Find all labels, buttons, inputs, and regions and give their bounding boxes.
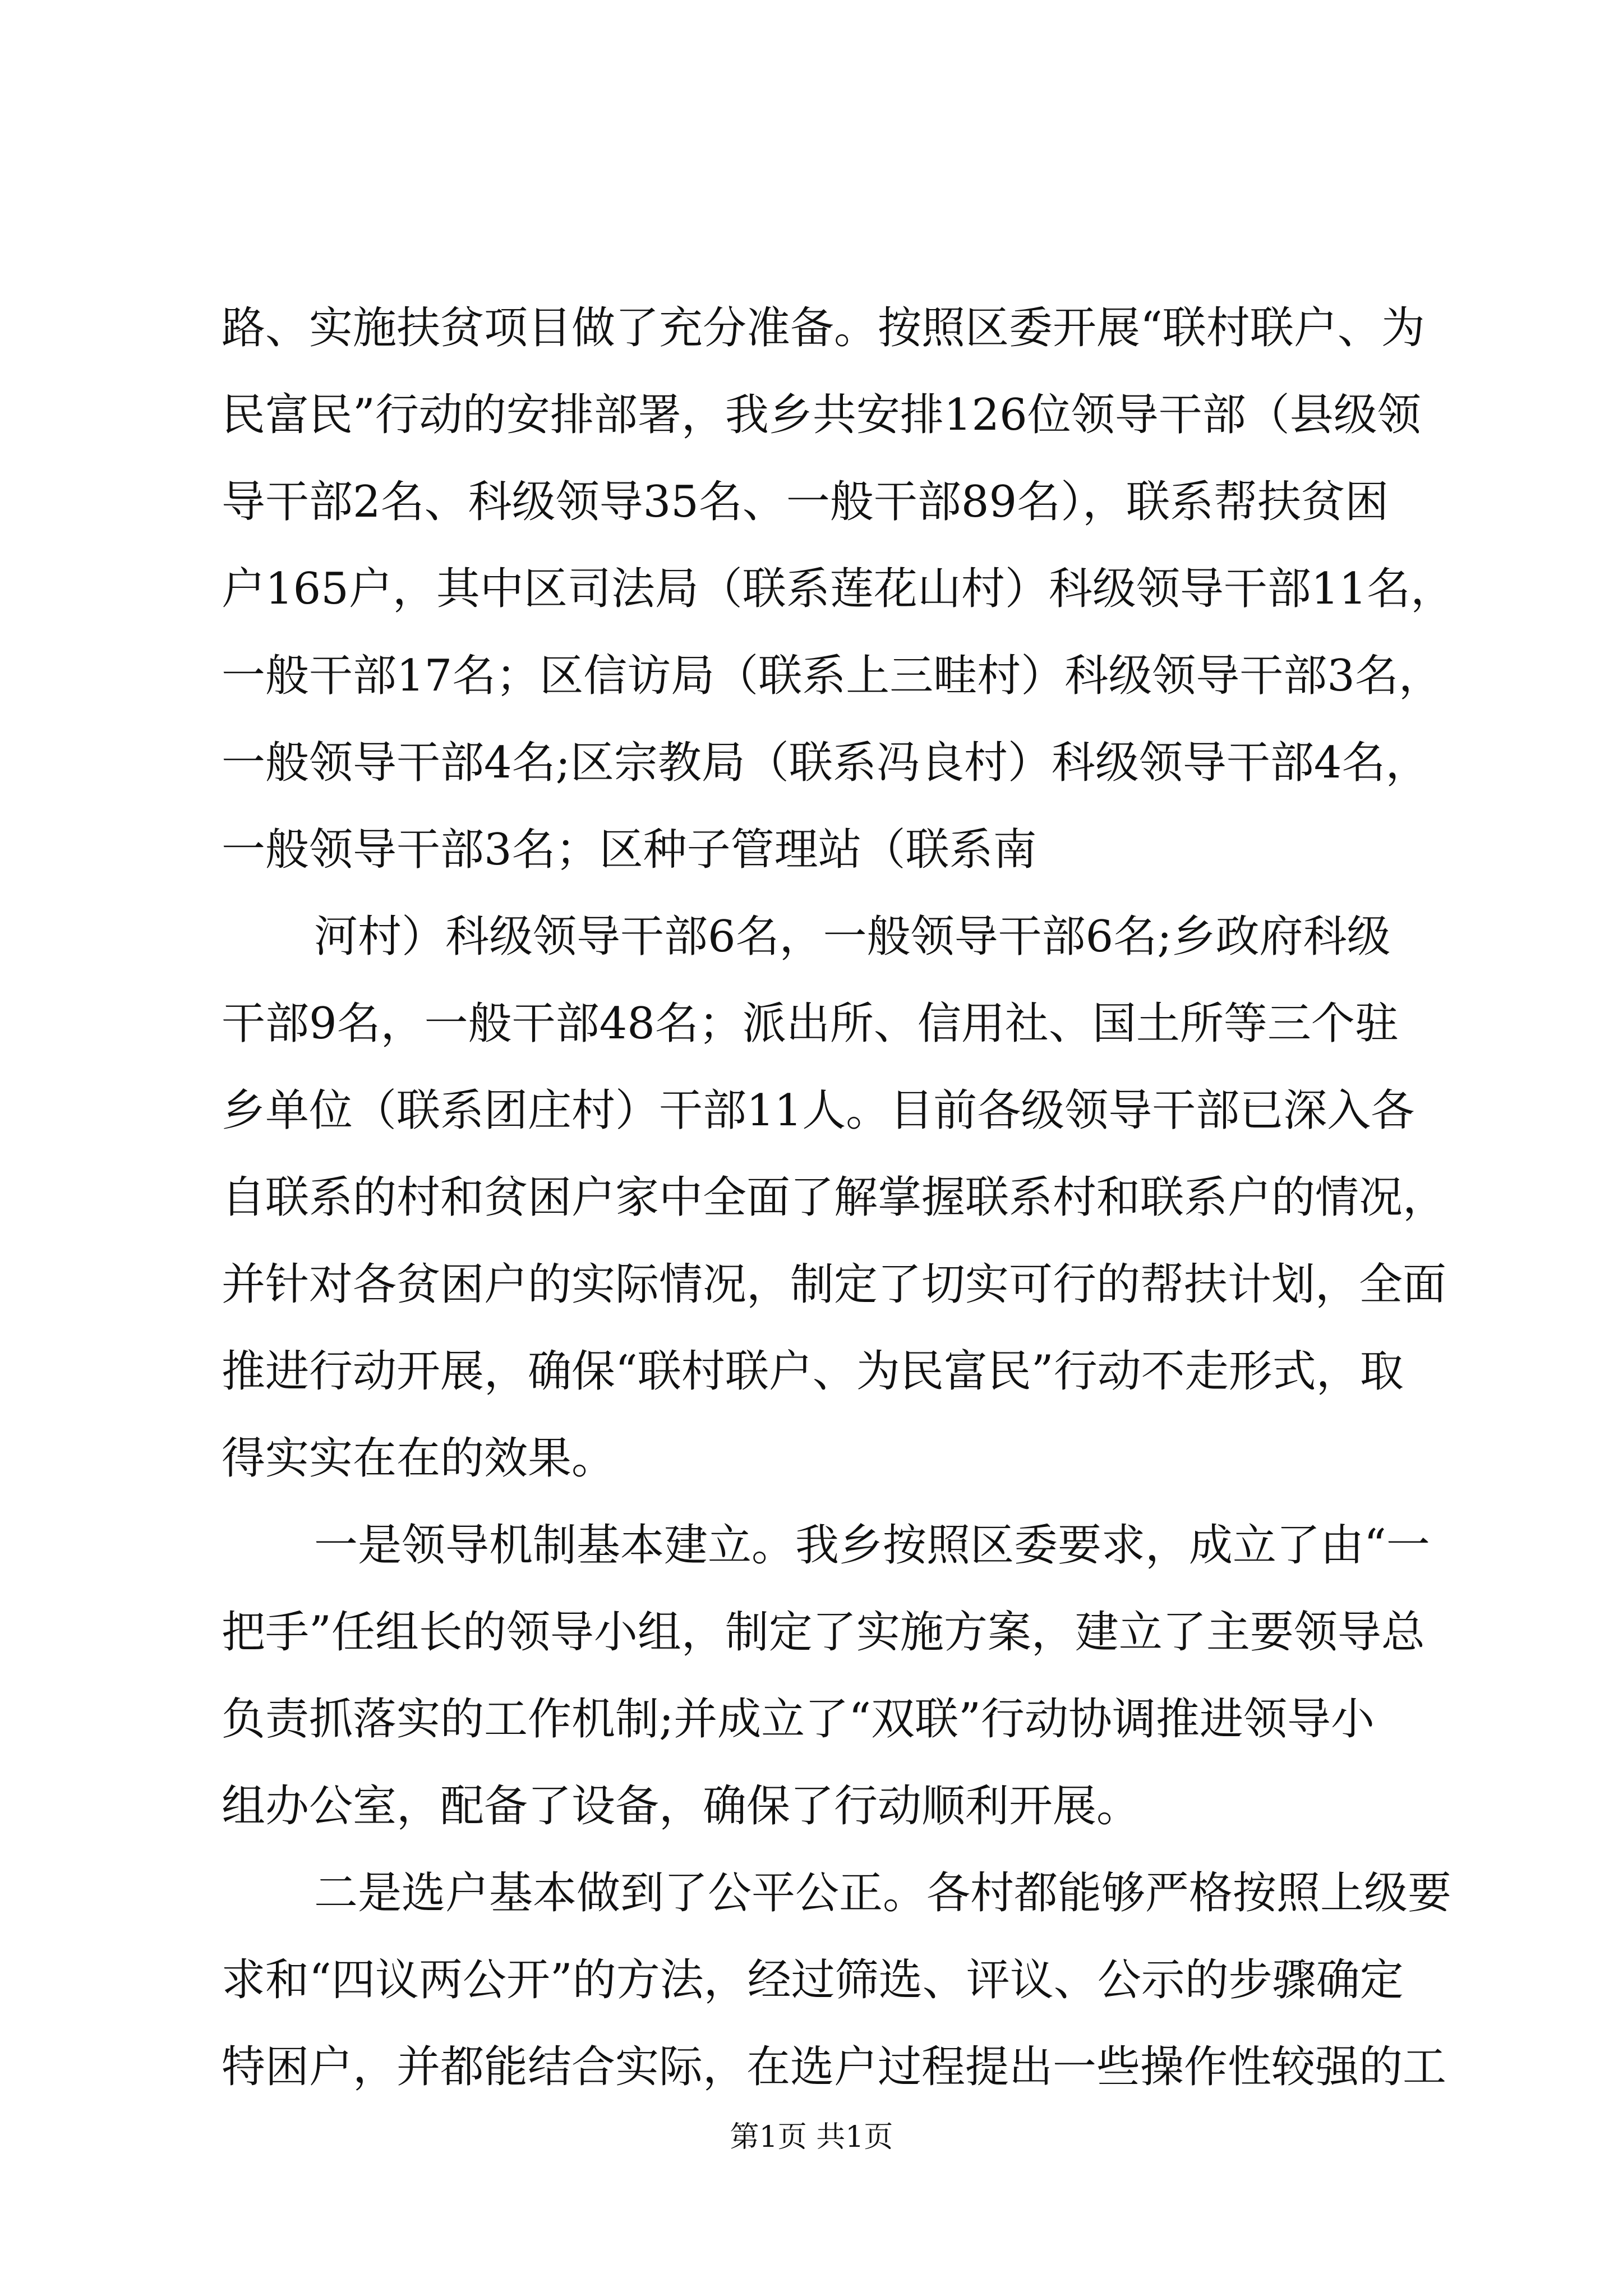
text-line: 负责抓落实的工作机制;并成立了“双联”行动协调推进领导小 bbox=[222, 1694, 1375, 1745]
text-line: 并针对各贫困户的实际情况，制定了切实可行的帮扶计划，全面 bbox=[222, 1259, 1447, 1310]
text-line: 导干部2名、科级领导35名、一般干部89名），联系帮扶贫困 bbox=[222, 477, 1389, 527]
text-line: 推进行动开展，确保“联村联户、为民富民”行动不走形式，取 bbox=[222, 1346, 1404, 1397]
text-line: 自联系的村和贫困户家中全面了解掌握联系村和联系户的情况， bbox=[222, 1172, 1447, 1223]
text-line: 路、实施扶贫项目做了充分准备。按照区委开展“联村联户、为 bbox=[222, 303, 1425, 353]
text-line: 一般领导干部3名；区种子管理站（联系南 bbox=[222, 825, 1037, 875]
text-line: 民富民”行动的安排部署，我乡共安排126位领导干部（县级领 bbox=[222, 390, 1421, 440]
text-line: 河村）科级领导干部6名，一般领导干部6名;乡政府科级 bbox=[314, 912, 1391, 962]
text-line: 特困户，并都能结合实际，在选户过程提出一些操作性较强的工 bbox=[222, 2042, 1447, 2092]
text-line: 户165户，其中区司法局（联系莲花山村）科级领导干部11名， bbox=[222, 564, 1455, 614]
text-line: 把手”任组长的领导小组，制定了实施方案，建立了主要领导总 bbox=[222, 1607, 1425, 1658]
text-line: 一是领导机制基本建立。我乡按照区委要求，成立了由“一 bbox=[314, 1520, 1430, 1571]
text-line: 干部9名，一般干部48名；派出所、信用社、国土所等三个驻 bbox=[222, 999, 1399, 1049]
text-line: 组办公室，配备了设备，确保了行动顺利开展。 bbox=[222, 1781, 1141, 1832]
text-line: 二是选户基本做到了公平公正。各村都能够严格按照上级要 bbox=[314, 1868, 1452, 1918]
text-line: 得实实在在的效果。 bbox=[222, 1433, 616, 1484]
text-line: 一般领导干部4名;区宗教局（联系冯良村）科级领导干部4名， bbox=[222, 738, 1430, 788]
page-footer: 第1页 共1页 bbox=[730, 2120, 893, 2154]
text-line: 求和“四议两公开”的方法，经过筛选、评议、公示的步骤确定 bbox=[222, 1955, 1404, 2005]
text-line: 一般干部17名；区信访局（联系上三畦村）科级领导干部3名， bbox=[222, 651, 1442, 701]
text-line: 乡单位（联系团庄村）干部11人。目前各级领导干部已深入各 bbox=[222, 1085, 1415, 1136]
